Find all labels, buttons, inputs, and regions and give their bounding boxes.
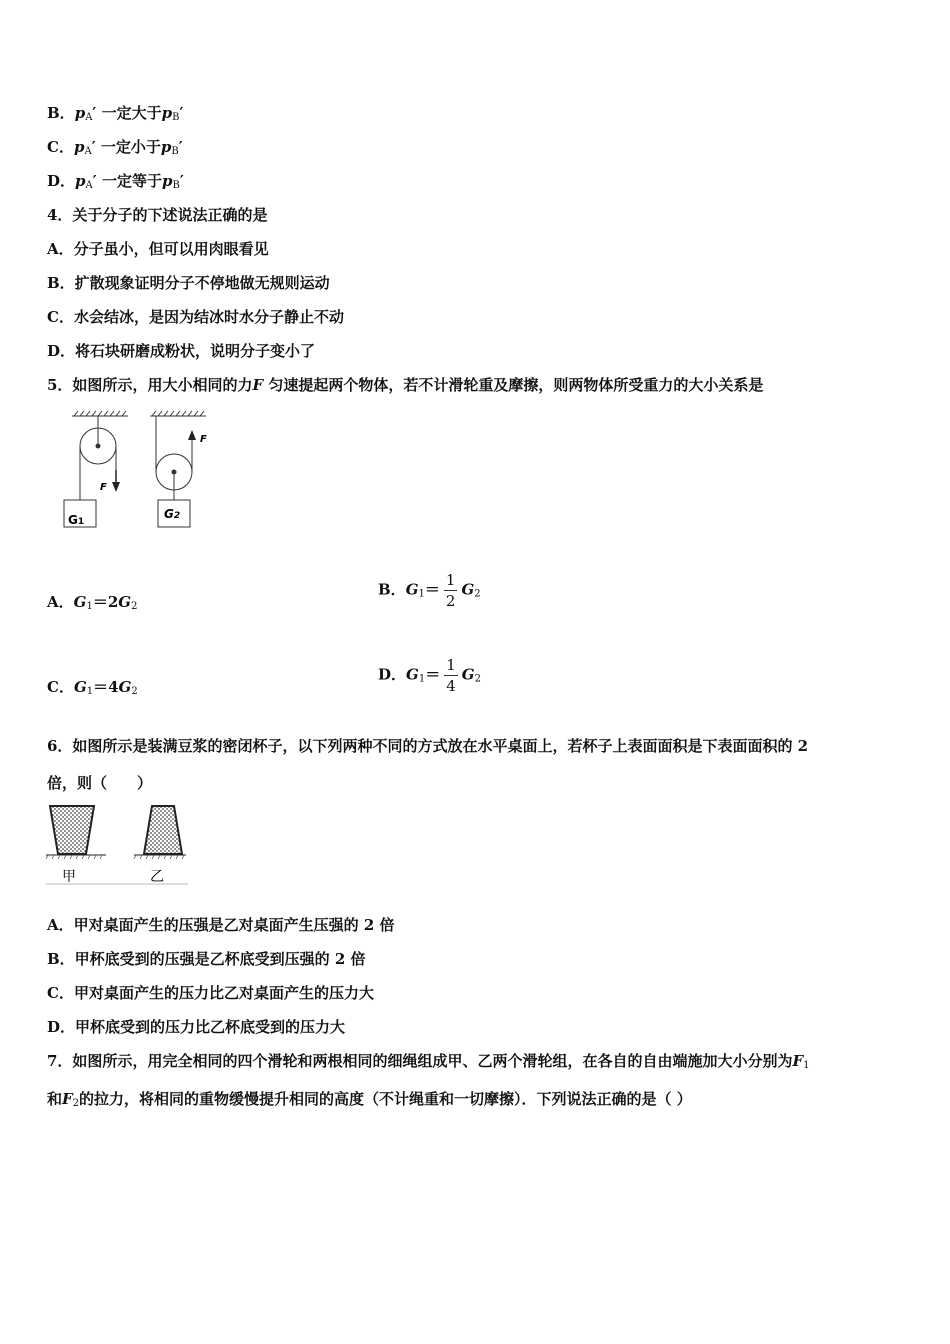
cup-yi (144, 806, 182, 854)
q4-option-c[interactable]: C．水会结冰，是因为结冰时水分子静止不动 (47, 308, 344, 326)
arrow-up (188, 430, 196, 440)
q5-option-c[interactable]: C．$G_1=4G_2$ (47, 678, 138, 697)
q4-option-d[interactable]: D．将石块研磨成粉状，说明分子变小了 (47, 342, 316, 360)
table-hatch-jia (46, 855, 102, 859)
q6-option-d[interactable]: D．甲杯底受到的压力比乙杯底受到的压力大 (47, 1018, 346, 1036)
q3-option-c[interactable]: C．$p_A'$ 一定小于$p_B'$ (47, 138, 183, 157)
cup-yi-label: 乙 (150, 869, 164, 885)
fraction-one-quarter: $\frac{1}{4}$ (446, 656, 456, 695)
block-g2-label: G2 (164, 507, 181, 521)
q3-option-d[interactable]: D．$p_A'$ 一定等于$p_B'$ (47, 172, 184, 191)
fraction-one-half: $\frac{1}{2}$ (445, 571, 456, 610)
ceiling-hatch-right (152, 411, 204, 416)
q6-option-c[interactable]: C．甲对桌面产生的压力比乙对桌面产生的压力大 (47, 984, 374, 1002)
q3-option-b[interactable]: B．$p_A'$ 一定大于$p_B'$ (47, 104, 184, 123)
force-label-left: F (100, 482, 107, 493)
q5-option-d[interactable]: D．$G_1=$ $\frac{1}{4}$ $G_2$ (378, 656, 481, 695)
q4-stem: 4．关于分子的下述说法正确的是 (47, 206, 268, 224)
force-label-right: F (200, 434, 207, 445)
block-g1-label: G1 (68, 513, 85, 527)
pulley-figure (60, 410, 220, 535)
cup-jia-label: 甲 (62, 869, 76, 885)
q6-stem-line2: 倍，则（ ） (47, 774, 153, 792)
q6-option-b[interactable]: B．甲杯底受到的压强是乙杯底受到压强的 2 倍 (47, 950, 366, 968)
q4-option-a[interactable]: A．分子虽小，但可以用肉眼看见 (47, 240, 269, 258)
q5-option-b[interactable]: B．$G_1=$ $\frac{1}{2}$ $G_2$ (378, 571, 481, 610)
q5-option-a[interactable]: A．$G_1=2G_2$ (47, 593, 138, 612)
q6-stem-line1: 6．如图所示是装满豆浆的密闭杯子，以下列两种不同的方式放在水平桌面上，若杯子上表面面积是下表面面积的 2 (47, 737, 809, 755)
table-hatch-yi (134, 855, 184, 859)
q7-stem-line1: 7．如图所示，用完全相同的四个滑轮和两根相同的细绳组成甲、乙两个滑轮组，在各自的自由端施加大小分别为$F_1$ (47, 1052, 810, 1071)
q6-option-a[interactable]: A．甲对桌面产生的压强是乙对桌面产生压强的 2 倍 (47, 916, 395, 934)
q4-option-b[interactable]: B．扩散现象证明分子不停地做无规则运动 (47, 274, 330, 292)
q5-stem: 5．如图所示，用大小相同的力F 匀速提起两个物体，若不计滑轮重及摩擦，则两物体所受重力的大小关系是 (47, 376, 764, 394)
cup-jia (50, 806, 94, 854)
q7-stem-line2: 和$F_2$的拉力，将相同的重物缓慢提升相同的高度（不计绳重和一切摩擦）．下列说法正确的是（ ） (47, 1090, 692, 1109)
ceiling-hatch-left (74, 411, 126, 416)
cups-figure (46, 804, 188, 886)
